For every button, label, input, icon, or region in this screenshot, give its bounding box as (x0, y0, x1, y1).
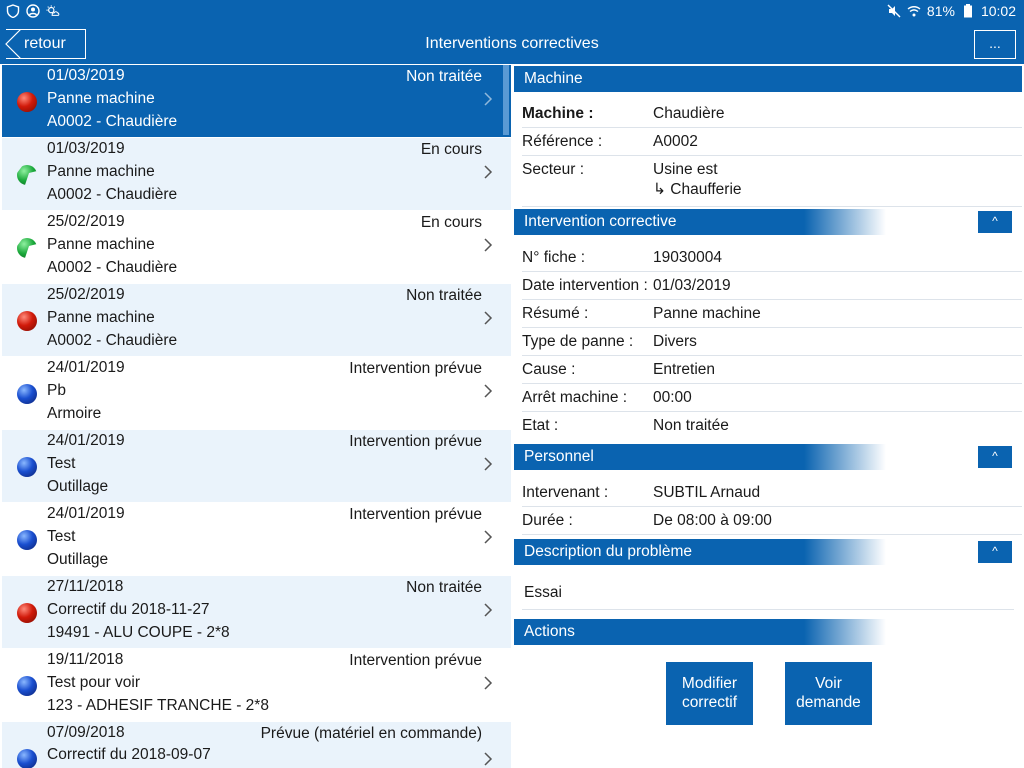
description-value: Essai (524, 584, 562, 601)
weather-icon (46, 4, 60, 18)
section-header-description: Description du problème (514, 539, 886, 565)
list-item[interactable] (2, 722, 511, 768)
list-item-status: Intervention prévue (349, 652, 482, 669)
list-item[interactable] (2, 211, 511, 284)
list-item-status: Intervention prévue (349, 506, 482, 523)
list-item-date: 25/02/2019 (47, 213, 125, 230)
list-item-status: Intervention prévue (349, 360, 482, 377)
list-item-equipment: A0002 - Chaudière (47, 332, 178, 349)
field-label: Intervenant : (522, 484, 609, 501)
status-bar-left-icons (6, 4, 60, 18)
field-label: N° fiche : (522, 249, 586, 266)
field-resume (522, 300, 1022, 328)
chevron-right-icon (483, 92, 493, 106)
button-label-line2: correctif (681, 694, 738, 711)
modify-correctif-button[interactable] (666, 662, 753, 725)
field-value: Usine est (653, 161, 718, 178)
button-label-line1: Modifier (681, 675, 738, 692)
list-item-status: Non traitée (406, 579, 482, 596)
list-item[interactable] (2, 138, 511, 211)
field-label: Etat : (522, 417, 559, 434)
field-value: 19030004 (653, 249, 722, 266)
field-arret-machine (522, 384, 1022, 412)
mute-icon (887, 4, 901, 18)
field-secteur (522, 156, 1022, 207)
list-item[interactable] (2, 576, 511, 649)
field-date-intervention (522, 272, 1022, 300)
chevron-right-icon (483, 603, 493, 617)
description-text (522, 572, 1014, 610)
status-indicator-red-icon (17, 311, 37, 331)
collapse-intervention-button[interactable]: ^ (978, 211, 1012, 233)
field-value: Divers (653, 333, 697, 350)
detail-panel (514, 65, 1022, 768)
battery-icon (961, 4, 975, 18)
field-etat (522, 412, 1022, 440)
button-label-line1: Voir (815, 675, 842, 692)
list-item-date: 25/02/2019 (47, 286, 125, 303)
field-duree (522, 507, 1022, 535)
status-indicator-red-icon (17, 92, 37, 112)
field-type-panne (522, 328, 1022, 356)
collapse-personnel-button[interactable]: ^ (978, 446, 1012, 468)
field-label: Résumé : (522, 305, 589, 322)
field-label: Durée : (522, 512, 573, 529)
chevron-right-icon (483, 311, 493, 325)
list-item-equipment: Outillage (47, 478, 109, 495)
list-item-title: Test (47, 455, 76, 472)
app-header (0, 24, 1024, 64)
list-item-status: Prévue (matériel en commande) (260, 725, 482, 742)
list-item-title: Test (47, 528, 76, 545)
section-header-intervention: Intervention corrective (514, 209, 886, 235)
status-bar (0, 0, 1024, 24)
list-item-date: 27/11/2018 (47, 578, 124, 595)
status-indicator-red-icon (17, 603, 37, 623)
list-item-title: Panne machine (47, 236, 155, 253)
status-indicator-blue-icon (17, 457, 37, 477)
field-reference (522, 128, 1022, 156)
collapse-description-button[interactable]: ^ (978, 541, 1012, 563)
field-value: SUBTIL Arnaud (653, 484, 761, 501)
list-item-equipment: A0002 - Chaudière (47, 259, 178, 276)
status-indicator-blue-icon (17, 530, 37, 550)
list-item-date: 24/01/2019 (47, 432, 125, 449)
list-item-status: Non traitée (406, 287, 482, 304)
field-label: Secteur : (522, 161, 585, 178)
list-item[interactable] (2, 284, 511, 357)
battery-percent: 81% (926, 3, 955, 19)
list-item-title: Panne machine (47, 90, 155, 107)
field-label: Référence : (522, 133, 603, 150)
status-indicator-blue-icon (17, 384, 37, 404)
list-scrollbar[interactable] (503, 65, 509, 135)
list-item-date: 19/11/2018 (47, 651, 124, 668)
list-item-title: Correctif du 2018-09-07 (47, 746, 211, 763)
chevron-right-icon (483, 676, 493, 690)
field-intervenant (522, 479, 1022, 507)
list-item[interactable] (2, 503, 511, 576)
field-cause (522, 356, 1022, 384)
chevron-right-icon (483, 457, 493, 471)
button-label-line2: demande (796, 694, 861, 711)
list-item-title: Pb (47, 382, 66, 399)
list-item[interactable] (2, 65, 511, 138)
list-item-date: 01/03/2019 (47, 67, 125, 84)
list-item-title: Panne machine (47, 309, 155, 326)
field-value: 00:00 (653, 389, 692, 406)
status-indicator-green-icon (17, 238, 37, 258)
status-indicator-green-icon (17, 165, 37, 185)
field-value: A0002 (653, 133, 698, 150)
list-item-title: Test pour voir (47, 674, 141, 691)
list-item-date: 24/01/2019 (47, 505, 125, 522)
account-circle-icon (26, 4, 40, 18)
back-button-label: retour (24, 35, 66, 52)
section-header-actions: Actions (514, 619, 886, 645)
list-item-equipment: Outillage (47, 551, 109, 568)
field-value: Panne machine (653, 305, 761, 322)
field-fiche-number (522, 244, 1022, 272)
list-item-status: En cours (420, 214, 482, 231)
list-item-date: 01/03/2019 (47, 140, 125, 157)
list-item-date: 07/09/2018 (47, 724, 125, 741)
section-header-machine: Machine (514, 66, 1022, 92)
list-item[interactable] (2, 430, 511, 503)
chevron-right-icon (483, 384, 493, 398)
chevron-right-icon (483, 238, 493, 252)
list-item-equipment: 123 - ADHESIF TRANCHE - 2*8 (47, 697, 269, 714)
section-header-personnel: Personnel (514, 444, 886, 470)
intervention-list[interactable] (2, 65, 511, 768)
field-machine (522, 100, 1022, 128)
list-item[interactable] (2, 649, 511, 722)
list-item-status: Non traitée (406, 68, 482, 85)
chevron-right-icon (483, 165, 493, 179)
field-label: Date intervention : (522, 277, 648, 294)
view-request-button[interactable] (785, 662, 872, 725)
list-item-equipment: A0002 - Chaudière (47, 186, 178, 203)
chevron-right-icon (483, 530, 493, 544)
field-value: Entretien (653, 361, 716, 378)
more-options-button[interactable]: ... (974, 30, 1016, 59)
field-label: Type de panne : (522, 333, 634, 350)
list-item-status: Intervention prévue (349, 433, 482, 450)
list-item[interactable] (2, 357, 511, 430)
field-label: Cause : (522, 361, 576, 378)
status-indicator-blue-icon (17, 676, 37, 696)
status-bar-right (887, 3, 1016, 19)
list-item-title: Correctif du 2018-11-27 (47, 601, 210, 618)
list-item-title: Panne machine (47, 163, 155, 180)
list-item-equipment: 19491 - ALU COUPE - 2*8 (47, 624, 230, 641)
chevron-right-icon (483, 752, 493, 766)
field-label: Machine : (522, 105, 594, 122)
page-title: Interventions correctives (425, 35, 599, 52)
list-item-equipment: A0002 - Chaudière (47, 113, 178, 130)
field-label: Arrêt machine : (522, 389, 628, 406)
status-indicator-blue-icon (17, 749, 37, 768)
list-item-date: 24/01/2019 (47, 359, 125, 376)
wifi-icon (907, 4, 921, 18)
field-value: Non traitée (653, 417, 729, 434)
field-value: De 08:00 à 09:00 (653, 512, 772, 529)
field-value: 01/03/2019 (653, 277, 731, 294)
field-value: Chaudière (653, 105, 725, 122)
list-item-status: En cours (420, 141, 482, 158)
field-sub-value: ↳ Chaufferie (653, 181, 742, 198)
clock: 10:02 (980, 3, 1016, 19)
shield-icon (6, 4, 20, 18)
list-item-equipment: Armoire (47, 405, 102, 422)
